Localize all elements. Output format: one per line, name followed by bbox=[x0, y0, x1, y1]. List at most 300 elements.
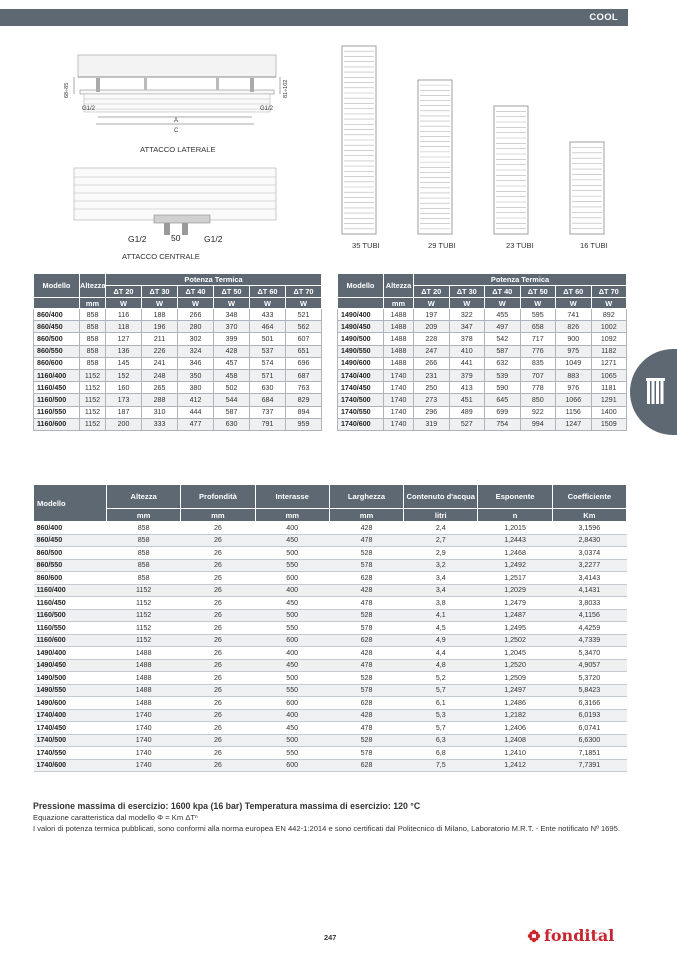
row-model: 1740/500 bbox=[34, 734, 107, 747]
table-cell: 1152 bbox=[80, 369, 106, 381]
table-cell: 152 bbox=[106, 369, 142, 381]
table-cell: 324 bbox=[178, 345, 214, 357]
table-cell: 450 bbox=[255, 659, 329, 672]
table-cell: 1,2495 bbox=[478, 622, 552, 635]
table-cell: 858 bbox=[107, 547, 181, 560]
table-cell: 574 bbox=[250, 357, 286, 369]
table-cell: 528 bbox=[329, 547, 403, 560]
table-cell: 6,6300 bbox=[552, 734, 626, 747]
table-cell: 412 bbox=[178, 394, 214, 406]
dim-a-label: A bbox=[174, 118, 179, 124]
table-row bbox=[34, 309, 322, 321]
table-cell: 6,1 bbox=[404, 697, 478, 710]
table-cell: 4,4259 bbox=[552, 622, 626, 635]
row-model: 860/400 bbox=[34, 522, 107, 535]
table-cell: 3,2 bbox=[404, 559, 478, 572]
table-cell: 302 bbox=[178, 333, 214, 345]
table-cell: 231 bbox=[414, 369, 450, 381]
table-cell: 550 bbox=[255, 559, 329, 572]
unit-w: W bbox=[214, 298, 250, 309]
table-cell: 26 bbox=[181, 684, 255, 697]
table-cell: 858 bbox=[107, 522, 181, 535]
table-row bbox=[34, 659, 627, 672]
table-cell: 347 bbox=[449, 321, 485, 333]
table-cell: 478 bbox=[329, 597, 403, 610]
specs-unit: litri bbox=[404, 509, 478, 522]
unit-w: W bbox=[178, 298, 214, 309]
table-cell: 1,2487 bbox=[478, 609, 552, 622]
table-cell: 6,0193 bbox=[552, 709, 626, 722]
table-cell: 379 bbox=[449, 369, 485, 381]
table-cell: 717 bbox=[520, 333, 556, 345]
table-cell: 451 bbox=[449, 394, 485, 406]
page-number: 247 bbox=[324, 933, 337, 942]
row-model: 1160/550 bbox=[34, 406, 80, 418]
table-cell: 348 bbox=[214, 309, 250, 321]
radiator-outline bbox=[418, 80, 452, 234]
table-cell: 658 bbox=[520, 321, 556, 333]
table-cell: 26 bbox=[181, 759, 255, 772]
table-cell: 3,8 bbox=[404, 597, 478, 610]
unit-w: W bbox=[142, 298, 178, 309]
specs-col-altezza: Altezza bbox=[107, 485, 181, 509]
table-cell: 1,2408 bbox=[478, 734, 552, 747]
table-cell: 600 bbox=[255, 572, 329, 585]
table-cell: 247 bbox=[414, 345, 450, 357]
table-row bbox=[34, 345, 322, 357]
table-cell: 444 bbox=[178, 406, 214, 418]
table-cell: 1092 bbox=[591, 333, 627, 345]
unit-w: W bbox=[485, 298, 521, 309]
power-table-left bbox=[33, 273, 322, 431]
table-cell: 3,4 bbox=[404, 572, 478, 585]
table-cell: 1271 bbox=[591, 357, 627, 369]
table-cell: 850 bbox=[520, 394, 556, 406]
col-dt20: ΔT 20 bbox=[414, 286, 450, 298]
table-cell: 413 bbox=[449, 382, 485, 394]
table-cell: 754 bbox=[485, 418, 521, 430]
model-label-35: 35 TUBI bbox=[352, 241, 380, 250]
table-cell: 173 bbox=[106, 394, 142, 406]
row-model: 1740/500 bbox=[338, 394, 384, 406]
col-dt20: ΔT 20 bbox=[106, 286, 142, 298]
row-model: 1490/550 bbox=[338, 345, 384, 357]
radiator-outline bbox=[342, 46, 376, 234]
table-cell: 858 bbox=[107, 559, 181, 572]
table-cell: 6,3 bbox=[404, 734, 478, 747]
table-cell: 26 bbox=[181, 534, 255, 547]
table-cell: 858 bbox=[80, 321, 106, 333]
table-cell: 250 bbox=[414, 382, 450, 394]
table-cell: 1740 bbox=[107, 734, 181, 747]
table-cell: 310 bbox=[142, 406, 178, 418]
table-cell: 2,7 bbox=[404, 534, 478, 547]
table-cell: 1488 bbox=[107, 684, 181, 697]
center-conn-left-label: G1/2 bbox=[128, 234, 147, 244]
table-cell: 228 bbox=[414, 333, 450, 345]
unit-w: W bbox=[106, 298, 142, 309]
col-dt30: ΔT 30 bbox=[142, 286, 178, 298]
table-cell: 628 bbox=[329, 697, 403, 710]
table-cell: 410 bbox=[449, 345, 485, 357]
table-cell: 600 bbox=[255, 697, 329, 710]
col-modello: Modello bbox=[34, 274, 80, 298]
table-cell: 1488 bbox=[384, 321, 414, 333]
table-cell: 196 bbox=[142, 321, 178, 333]
table-cell: 26 bbox=[181, 747, 255, 760]
table-cell: 1152 bbox=[80, 382, 106, 394]
table-cell: 1065 bbox=[591, 369, 627, 381]
table-cell: 2,8430 bbox=[552, 534, 626, 547]
table-cell: 3,1596 bbox=[552, 522, 626, 535]
table-cell: 118 bbox=[106, 321, 142, 333]
table-cell: 200 bbox=[106, 418, 142, 430]
table-row bbox=[34, 734, 627, 747]
table-cell: 3,8033 bbox=[552, 597, 626, 610]
table-row bbox=[34, 722, 627, 735]
table-cell: 922 bbox=[520, 406, 556, 418]
table-cell: 976 bbox=[556, 382, 592, 394]
row-model: 860/500 bbox=[34, 547, 107, 560]
table-cell: 578 bbox=[329, 622, 403, 635]
table-cell: 1152 bbox=[80, 418, 106, 430]
table-cell: 578 bbox=[329, 747, 403, 760]
table-cell: 4,9057 bbox=[552, 659, 626, 672]
section-header-bar bbox=[0, 9, 628, 26]
table-cell: 1488 bbox=[107, 647, 181, 660]
table-cell: 478 bbox=[329, 722, 403, 735]
table-cell: 539 bbox=[485, 369, 521, 381]
certification-note: I valori di potenza termica pubblicati, sono conformi alla norma europea EN 442-1:2014 e sono certificati dal Politecnico di Milano, Laboratorio M.R.T. - Ente notificato Nº 1695. bbox=[33, 823, 620, 833]
radiator-section-tab bbox=[630, 349, 677, 435]
table-cell: 1049 bbox=[556, 357, 592, 369]
table-cell: 3,4 bbox=[404, 584, 478, 597]
table-cell: 7,5 bbox=[404, 759, 478, 772]
col-modello: Modello bbox=[338, 274, 384, 298]
table-cell: 502 bbox=[214, 382, 250, 394]
table-cell: 266 bbox=[414, 357, 450, 369]
table-cell: 3,4143 bbox=[552, 572, 626, 585]
row-model: 1740/600 bbox=[338, 418, 384, 430]
center-connection-caption: ATTACCO CENTRALE bbox=[122, 252, 200, 261]
table-row bbox=[34, 759, 627, 772]
table-row bbox=[338, 309, 627, 321]
table-cell: 26 bbox=[181, 609, 255, 622]
row-model: 1160/450 bbox=[34, 597, 107, 610]
table-row bbox=[338, 369, 627, 381]
table-cell: 521 bbox=[286, 309, 322, 321]
table-cell: 428 bbox=[329, 522, 403, 535]
unit-w: W bbox=[591, 298, 627, 309]
table-cell: 4,1156 bbox=[552, 609, 626, 622]
brand-name: fondital bbox=[544, 926, 615, 945]
col-dt70: ΔT 70 bbox=[591, 286, 627, 298]
table-cell: 26 bbox=[181, 647, 255, 660]
table-cell: 288 bbox=[142, 394, 178, 406]
table-cell: 1488 bbox=[107, 659, 181, 672]
table-cell: 333 bbox=[142, 418, 178, 430]
pressure-note: Pressione massima di esercizio: 1600 kpa (16 bar) Temperatura massima di esercizio: 120 °C bbox=[33, 801, 421, 811]
specs-unit: mm bbox=[329, 509, 403, 522]
table-cell: 975 bbox=[556, 345, 592, 357]
table-cell: 500 bbox=[255, 734, 329, 747]
row-model: 860/600 bbox=[34, 572, 107, 585]
table-cell: 587 bbox=[485, 345, 521, 357]
table-row bbox=[34, 382, 322, 394]
table-cell: 763 bbox=[286, 382, 322, 394]
table-row bbox=[34, 406, 322, 418]
table-cell: 1,2406 bbox=[478, 722, 552, 735]
specs-unit: mm bbox=[255, 509, 329, 522]
table-cell: 450 bbox=[255, 597, 329, 610]
table-row bbox=[338, 321, 627, 333]
table-cell: 187 bbox=[106, 406, 142, 418]
row-model: 1490/600 bbox=[34, 697, 107, 710]
table-cell: 273 bbox=[414, 394, 450, 406]
table-cell: 1152 bbox=[107, 622, 181, 635]
table-cell: 1400 bbox=[591, 406, 627, 418]
table-cell: 145 bbox=[106, 357, 142, 369]
unit-w: W bbox=[556, 298, 592, 309]
center-interasse-label: 50 bbox=[171, 233, 181, 243]
row-model: 1490/600 bbox=[338, 357, 384, 369]
power-table-right bbox=[337, 273, 627, 431]
table-cell: 1002 bbox=[591, 321, 627, 333]
col-dt70: ΔT 70 bbox=[286, 286, 322, 298]
table-cell: 1291 bbox=[591, 394, 627, 406]
table-cell: 858 bbox=[80, 309, 106, 321]
table-cell: 1740 bbox=[384, 418, 414, 430]
table-cell: 26 bbox=[181, 722, 255, 735]
table-cell: 4,1431 bbox=[552, 584, 626, 597]
table-cell: 1152 bbox=[80, 394, 106, 406]
table-cell: 1740 bbox=[107, 709, 181, 722]
table-cell: 160 bbox=[106, 382, 142, 394]
table-row bbox=[34, 709, 627, 722]
dim-left-label: 68÷85 bbox=[64, 82, 70, 98]
table-cell: 1,2486 bbox=[478, 697, 552, 710]
table-cell: 1152 bbox=[107, 609, 181, 622]
table-cell: 1,2410 bbox=[478, 747, 552, 760]
table-cell: 26 bbox=[181, 622, 255, 635]
table-cell: 500 bbox=[255, 609, 329, 622]
table-cell: 858 bbox=[80, 357, 106, 369]
table-row bbox=[34, 647, 627, 660]
table-cell: 1740 bbox=[384, 394, 414, 406]
table-cell: 500 bbox=[255, 547, 329, 560]
table-cell: 478 bbox=[329, 659, 403, 672]
row-model: 1490/500 bbox=[34, 672, 107, 685]
table-cell: 450 bbox=[255, 722, 329, 735]
table-cell: 1181 bbox=[591, 382, 627, 394]
table-row bbox=[34, 597, 627, 610]
table-cell: 578 bbox=[329, 559, 403, 572]
table-cell: 527 bbox=[449, 418, 485, 430]
table-row bbox=[338, 382, 627, 394]
table-cell: 197 bbox=[414, 309, 450, 321]
table-cell: 7,1851 bbox=[552, 747, 626, 760]
unit-w: W bbox=[286, 298, 322, 309]
table-cell: 428 bbox=[329, 709, 403, 722]
row-model: 1160/400 bbox=[34, 584, 107, 597]
table-cell: 3,2277 bbox=[552, 559, 626, 572]
row-model: 1740/550 bbox=[34, 747, 107, 760]
table-cell: 600 bbox=[255, 759, 329, 772]
col-dt40: ΔT 40 bbox=[178, 286, 214, 298]
table-cell: 829 bbox=[286, 394, 322, 406]
table-cell: 1740 bbox=[107, 722, 181, 735]
table-cell: 6,3166 bbox=[552, 697, 626, 710]
table-cell: 400 bbox=[255, 522, 329, 535]
table-cell: 699 bbox=[485, 406, 521, 418]
table-cell: 5,7 bbox=[404, 722, 478, 735]
table-cell: 1,2029 bbox=[478, 584, 552, 597]
table-cell: 5,7 bbox=[404, 684, 478, 697]
table-cell: 433 bbox=[250, 309, 286, 321]
table-cell: 628 bbox=[329, 572, 403, 585]
brand-logo bbox=[527, 926, 614, 945]
table-cell: 858 bbox=[80, 333, 106, 345]
table-cell: 595 bbox=[520, 309, 556, 321]
table-cell: 578 bbox=[329, 684, 403, 697]
table-cell: 6,0741 bbox=[552, 722, 626, 735]
table-cell: 26 bbox=[181, 597, 255, 610]
row-model: 1160/500 bbox=[34, 609, 107, 622]
table-cell: 537 bbox=[250, 345, 286, 357]
row-model: 1490/550 bbox=[34, 684, 107, 697]
table-cell: 1,2492 bbox=[478, 559, 552, 572]
table-cell: 994 bbox=[520, 418, 556, 430]
row-model: 1160/500 bbox=[34, 394, 80, 406]
unit-w: W bbox=[449, 298, 485, 309]
col-dt60: ΔT 60 bbox=[250, 286, 286, 298]
table-cell: 542 bbox=[485, 333, 521, 345]
center-conn-right-label: G1/2 bbox=[204, 234, 223, 244]
row-model: 860/550 bbox=[34, 345, 80, 357]
table-cell: 489 bbox=[449, 406, 485, 418]
table-cell: 1740 bbox=[384, 382, 414, 394]
table-cell: 696 bbox=[286, 357, 322, 369]
table-cell: 550 bbox=[255, 622, 329, 635]
table-cell: 1488 bbox=[384, 345, 414, 357]
table-cell: 528 bbox=[329, 734, 403, 747]
table-cell: 571 bbox=[250, 369, 286, 381]
table-cell: 346 bbox=[178, 357, 214, 369]
table-row bbox=[34, 584, 627, 597]
table-cell: 587 bbox=[214, 406, 250, 418]
table-cell: 741 bbox=[556, 309, 592, 321]
table-cell: 1,2497 bbox=[478, 684, 552, 697]
table-row bbox=[338, 357, 627, 369]
table-cell: 1488 bbox=[384, 357, 414, 369]
table-cell: 894 bbox=[286, 406, 322, 418]
table-cell: 1,2443 bbox=[478, 534, 552, 547]
table-cell: 458 bbox=[214, 369, 250, 381]
table-cell: 428 bbox=[329, 647, 403, 660]
table-cell: 378 bbox=[449, 333, 485, 345]
row-model: 860/550 bbox=[34, 559, 107, 572]
table-cell: 1156 bbox=[556, 406, 592, 418]
table-cell: 776 bbox=[520, 345, 556, 357]
table-cell: 1740 bbox=[107, 747, 181, 760]
specs-col-modello: Modello bbox=[34, 485, 107, 522]
table-cell: 900 bbox=[556, 333, 592, 345]
table-cell: 26 bbox=[181, 547, 255, 560]
table-cell: 1488 bbox=[107, 697, 181, 710]
table-cell: 1152 bbox=[107, 584, 181, 597]
row-model: 1160/600 bbox=[34, 634, 107, 647]
table-cell: 478 bbox=[329, 534, 403, 547]
row-model: 1160/400 bbox=[34, 369, 80, 381]
row-model: 1740/400 bbox=[34, 709, 107, 722]
table-cell: 4,5 bbox=[404, 622, 478, 635]
table-cell: 562 bbox=[286, 321, 322, 333]
row-model: 860/400 bbox=[34, 309, 80, 321]
row-model: 1740/600 bbox=[34, 759, 107, 772]
table-cell: 1,2502 bbox=[478, 634, 552, 647]
table-cell: 5,3470 bbox=[552, 647, 626, 660]
table-cell: 4,4 bbox=[404, 647, 478, 660]
table-cell: 737 bbox=[250, 406, 286, 418]
table-cell: 1,2520 bbox=[478, 659, 552, 672]
unit-w: W bbox=[414, 298, 450, 309]
col-potenza: Potenza Termica bbox=[106, 274, 322, 286]
table-row bbox=[338, 406, 627, 418]
row-model: 1160/450 bbox=[34, 382, 80, 394]
unit-mm: mm bbox=[80, 298, 106, 309]
table-cell: 4,7339 bbox=[552, 634, 626, 647]
table-cell: 26 bbox=[181, 697, 255, 710]
table-cell: 136 bbox=[106, 345, 142, 357]
row-model: 1740/450 bbox=[338, 382, 384, 394]
table-cell: 1066 bbox=[556, 394, 592, 406]
table-cell: 959 bbox=[286, 418, 322, 430]
table-cell: 2,9 bbox=[404, 547, 478, 560]
row-model: 1490/400 bbox=[338, 309, 384, 321]
table-cell: 116 bbox=[106, 309, 142, 321]
table-cell: 266 bbox=[178, 309, 214, 321]
table-cell: 280 bbox=[178, 321, 214, 333]
row-model: 1740/550 bbox=[338, 406, 384, 418]
radiator-outline bbox=[570, 142, 604, 234]
table-cell: 630 bbox=[250, 382, 286, 394]
table-cell: 26 bbox=[181, 734, 255, 747]
unit-mm: mm bbox=[384, 298, 414, 309]
table-cell: 26 bbox=[181, 709, 255, 722]
row-model: 1160/600 bbox=[34, 418, 80, 430]
specs-col-interasse: Interasse bbox=[255, 485, 329, 509]
table-cell: 5,8423 bbox=[552, 684, 626, 697]
table-row bbox=[34, 357, 322, 369]
table-cell: 645 bbox=[485, 394, 521, 406]
table-row bbox=[34, 572, 627, 585]
table-cell: 400 bbox=[255, 584, 329, 597]
table-cell: 778 bbox=[520, 382, 556, 394]
table-row bbox=[34, 672, 627, 685]
table-row bbox=[338, 345, 627, 357]
table-cell: 477 bbox=[178, 418, 214, 430]
side-connection-diagram bbox=[64, 50, 290, 142]
side-connection-caption: ATTACCO LATERALE bbox=[140, 145, 216, 154]
table-cell: 127 bbox=[106, 333, 142, 345]
specs-col-larghezza: Larghezza bbox=[329, 485, 403, 509]
table-cell: 226 bbox=[142, 345, 178, 357]
table-cell: 528 bbox=[329, 672, 403, 685]
table-cell: 1,2509 bbox=[478, 672, 552, 685]
table-cell: 590 bbox=[485, 382, 521, 394]
radiator-icon bbox=[646, 378, 665, 404]
table-row bbox=[34, 559, 627, 572]
